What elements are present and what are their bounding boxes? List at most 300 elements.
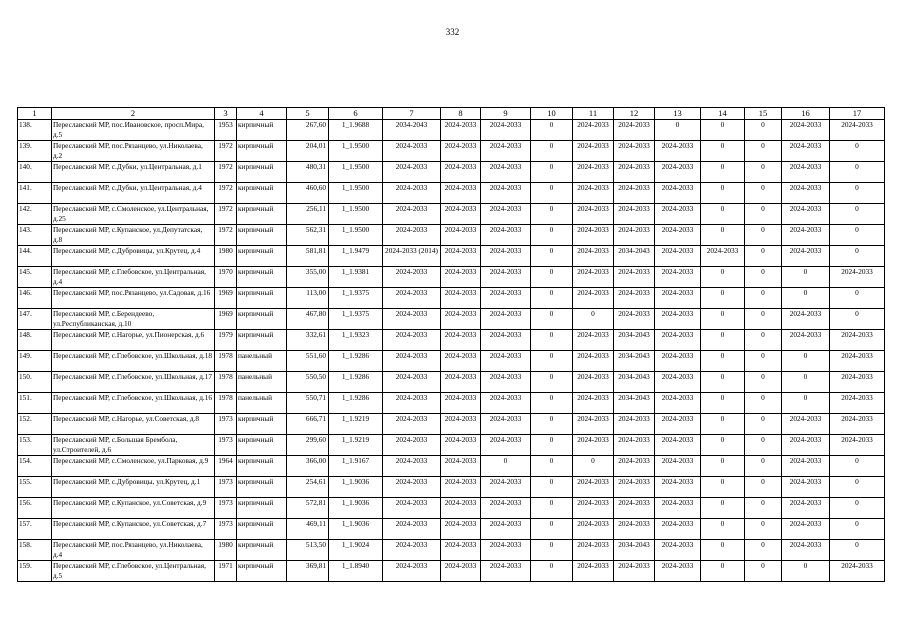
cell-17: 0 bbox=[830, 162, 885, 183]
cell-17: 0 bbox=[830, 204, 885, 225]
cell-12: 2024-2033 bbox=[614, 519, 655, 540]
cell-17: 2024-2033 bbox=[830, 120, 885, 141]
cell-7: 2024-2033 bbox=[383, 225, 441, 246]
column-header: 9 bbox=[481, 108, 531, 120]
cell-10: 0 bbox=[531, 414, 573, 435]
cell-16: 2024-2033 bbox=[782, 162, 830, 183]
cell-7: 2024-2033 bbox=[383, 456, 441, 477]
index-cell: 1_1.9323 bbox=[329, 330, 383, 351]
year-cell: 1969 bbox=[215, 288, 237, 309]
cell-9: 2024-2033 bbox=[481, 351, 531, 372]
column-header: 7 bbox=[383, 108, 441, 120]
cell-10: 0 bbox=[531, 288, 573, 309]
cell-15: 0 bbox=[745, 330, 782, 351]
column-header: 11 bbox=[573, 108, 614, 120]
cell-16: 0 bbox=[782, 351, 830, 372]
cell-11: 2024-2033 bbox=[573, 162, 614, 183]
row-number: 157. bbox=[18, 519, 52, 540]
address-cell: Переславский МР, с.Дубровицы, ул.Крутец, д.1 bbox=[52, 477, 215, 498]
cell-14: 0 bbox=[701, 540, 745, 561]
area-cell: 267,60 bbox=[287, 120, 329, 141]
cell-12: 2024-2033 bbox=[614, 414, 655, 435]
housing-table bbox=[17, 107, 885, 582]
address-cell: Переславский МР, с.Глебовское, ул.Школьная, д.16 bbox=[52, 393, 215, 414]
table-row bbox=[18, 204, 885, 225]
cell-8: 2024-2033 bbox=[441, 351, 481, 372]
index-cell: 1_1.9500 bbox=[329, 162, 383, 183]
cell-11: 2024-2033 bbox=[573, 498, 614, 519]
cell-15: 0 bbox=[745, 477, 782, 498]
table-row bbox=[18, 225, 885, 246]
cell-15: 0 bbox=[745, 435, 782, 456]
cell-7: 2024-2033 bbox=[383, 288, 441, 309]
cell-14: 0 bbox=[701, 372, 745, 393]
index-cell: 1_1.8940 bbox=[329, 561, 383, 582]
cell-17: 2024-2033 bbox=[830, 435, 885, 456]
cell-16: 2024-2033 bbox=[782, 330, 830, 351]
area-cell: 460,60 bbox=[287, 183, 329, 204]
row-number: 156. bbox=[18, 498, 52, 519]
year-cell: 1973 bbox=[215, 519, 237, 540]
table-row bbox=[18, 498, 885, 519]
table-row bbox=[18, 561, 885, 582]
table-row bbox=[18, 372, 885, 393]
cell-12: 2024-2033 bbox=[614, 477, 655, 498]
cell-16: 2024-2033 bbox=[782, 435, 830, 456]
cell-11: 2024-2033 bbox=[573, 372, 614, 393]
cell-13: 2024-2033 bbox=[655, 477, 701, 498]
table-row bbox=[18, 162, 885, 183]
area-cell: 369,81 bbox=[287, 561, 329, 582]
cell-15: 0 bbox=[745, 141, 782, 162]
cell-16: 0 bbox=[782, 561, 830, 582]
cell-17: 2024-2033 bbox=[830, 393, 885, 414]
row-number: 153. bbox=[18, 435, 52, 456]
area-cell: 467,80 bbox=[287, 309, 329, 330]
cell-7: 2024-2033 bbox=[383, 477, 441, 498]
cell-7: 2024-2033 bbox=[383, 162, 441, 183]
area-cell: 666,71 bbox=[287, 414, 329, 435]
cell-9: 2024-2033 bbox=[481, 246, 531, 267]
cell-16: 2024-2033 bbox=[782, 309, 830, 330]
cell-13: 2024-2033 bbox=[655, 519, 701, 540]
cell-11: 2024-2033 bbox=[573, 561, 614, 582]
area-cell: 204,01 bbox=[287, 141, 329, 162]
area-cell: 113,00 bbox=[287, 288, 329, 309]
cell-8: 2024-2033 bbox=[441, 414, 481, 435]
cell-7: 2024-2033 bbox=[383, 267, 441, 288]
table-row bbox=[18, 141, 885, 162]
cell-12: 2024-2033 bbox=[614, 183, 655, 204]
cell-8: 2024-2033 bbox=[441, 498, 481, 519]
cell-13: 2024-2033 bbox=[655, 330, 701, 351]
row-number: 149. bbox=[18, 351, 52, 372]
cell-9: 2024-2033 bbox=[481, 414, 531, 435]
address-cell: Переславский МР, с.Дубровицы, ул.Крутец, д.4 bbox=[52, 246, 215, 267]
cell-16: 0 bbox=[782, 393, 830, 414]
cell-10: 0 bbox=[531, 183, 573, 204]
row-number: 148. bbox=[18, 330, 52, 351]
cell-8: 2024-2033 bbox=[441, 141, 481, 162]
material-cell: кирпичный bbox=[237, 309, 287, 330]
index-cell: 1_1.9500 bbox=[329, 141, 383, 162]
index-cell: 1_1.9036 bbox=[329, 519, 383, 540]
cell-10: 0 bbox=[531, 330, 573, 351]
table-row bbox=[18, 393, 885, 414]
area-cell: 299,60 bbox=[287, 435, 329, 456]
row-number: 146. bbox=[18, 288, 52, 309]
column-header: 3 bbox=[215, 108, 237, 120]
cell-11: 2024-2033 bbox=[573, 288, 614, 309]
row-number: 143. bbox=[18, 225, 52, 246]
row-number: 159. bbox=[18, 561, 52, 582]
address-cell: Переславский МР, с.Берендеево, ул.Республиканская, д.10 bbox=[52, 309, 215, 330]
cell-15: 0 bbox=[745, 288, 782, 309]
area-cell: 513,50 bbox=[287, 540, 329, 561]
cell-15: 0 bbox=[745, 456, 782, 477]
area-cell: 332,61 bbox=[287, 330, 329, 351]
cell-14: 0 bbox=[701, 351, 745, 372]
table-row bbox=[18, 351, 885, 372]
year-cell: 1973 bbox=[215, 435, 237, 456]
cell-13: 2024-2033 bbox=[655, 225, 701, 246]
address-cell: Переславский МР, с.Купанское, ул.Советская, д.9 bbox=[52, 498, 215, 519]
year-cell: 1972 bbox=[215, 183, 237, 204]
cell-11: 2024-2033 bbox=[573, 435, 614, 456]
index-cell: 1_1.9500 bbox=[329, 183, 383, 204]
cell-7: 2024-2033 (2014) bbox=[383, 246, 441, 267]
address-cell: Переславский МР, пос.Рязанцево, ул.Николаева, д.2 bbox=[52, 141, 215, 162]
cell-8: 2024-2033 bbox=[441, 435, 481, 456]
area-cell: 572,81 bbox=[287, 498, 329, 519]
cell-14: 0 bbox=[701, 519, 745, 540]
cell-11: 2024-2033 bbox=[573, 540, 614, 561]
column-header: 1 bbox=[18, 108, 52, 120]
cell-10: 0 bbox=[531, 141, 573, 162]
cell-10: 0 bbox=[531, 225, 573, 246]
area-cell: 355,00 bbox=[287, 267, 329, 288]
cell-10: 0 bbox=[531, 477, 573, 498]
cell-10: 0 bbox=[531, 519, 573, 540]
cell-16: 2024-2033 bbox=[782, 540, 830, 561]
cell-7: 2024-2033 bbox=[383, 540, 441, 561]
cell-13: 2024-2033 bbox=[655, 498, 701, 519]
cell-8: 2024-2033 bbox=[441, 456, 481, 477]
cell-14: 0 bbox=[701, 204, 745, 225]
index-cell: 1_1.9688 bbox=[329, 120, 383, 141]
cell-14: 0 bbox=[701, 456, 745, 477]
cell-12: 2024-2033 bbox=[614, 204, 655, 225]
row-number: 144. bbox=[18, 246, 52, 267]
cell-9: 2024-2033 bbox=[481, 120, 531, 141]
cell-13: 0 bbox=[655, 120, 701, 141]
cell-13: 2024-2033 bbox=[655, 309, 701, 330]
year-cell: 1978 bbox=[215, 351, 237, 372]
cell-8: 2024-2033 bbox=[441, 372, 481, 393]
cell-17: 0 bbox=[830, 309, 885, 330]
cell-9: 2024-2033 bbox=[481, 225, 531, 246]
cell-13: 2024-2033 bbox=[655, 288, 701, 309]
cell-13: 2024-2033 bbox=[655, 456, 701, 477]
index-cell: 1_1.9036 bbox=[329, 477, 383, 498]
column-header: 12 bbox=[614, 108, 655, 120]
address-cell: Переславский МР, пос.Рязанцево, ул.Николаева, д.4 bbox=[52, 540, 215, 561]
material-cell: кирпичный bbox=[237, 183, 287, 204]
year-cell: 1969 bbox=[215, 309, 237, 330]
cell-11: 2024-2033 bbox=[573, 204, 614, 225]
cell-7: 2024-2033 bbox=[383, 183, 441, 204]
cell-16: 2024-2033 bbox=[782, 225, 830, 246]
column-header: 13 bbox=[655, 108, 701, 120]
cell-14: 0 bbox=[701, 162, 745, 183]
cell-15: 0 bbox=[745, 204, 782, 225]
column-header: 4 bbox=[237, 108, 287, 120]
cell-13: 2024-2033 bbox=[655, 162, 701, 183]
cell-14: 0 bbox=[701, 498, 745, 519]
cell-8: 2024-2033 bbox=[441, 540, 481, 561]
cell-16: 2024-2033 bbox=[782, 204, 830, 225]
cell-8: 2024-2033 bbox=[441, 561, 481, 582]
cell-12: 2024-2033 bbox=[614, 141, 655, 162]
cell-16: 2024-2033 bbox=[782, 246, 830, 267]
address-cell: Переславский МР, с.Купанское, ул.Депутатская, д.8 bbox=[52, 225, 215, 246]
cell-15: 0 bbox=[745, 498, 782, 519]
cell-12: 2034-2043 bbox=[614, 330, 655, 351]
year-cell: 1978 bbox=[215, 393, 237, 414]
cell-12: 2024-2033 bbox=[614, 456, 655, 477]
cell-13: 2024-2033 bbox=[655, 246, 701, 267]
address-cell: Переславский МР, пос.Ивановское, просп.Мира, д.5 bbox=[52, 120, 215, 141]
cell-12: 2024-2033 bbox=[614, 162, 655, 183]
cell-12: 2034-2043 bbox=[614, 540, 655, 561]
cell-16: 0 bbox=[782, 267, 830, 288]
cell-11: 2024-2033 bbox=[573, 246, 614, 267]
address-cell: Переславский МР, с.Смоленское, ул.Парковая, д.9 bbox=[52, 456, 215, 477]
material-cell: кирпичный bbox=[237, 540, 287, 561]
year-cell: 1970 bbox=[215, 267, 237, 288]
cell-8: 2024-2033 bbox=[441, 183, 481, 204]
cell-10: 0 bbox=[531, 267, 573, 288]
cell-11: 0 bbox=[573, 309, 614, 330]
cell-10: 0 bbox=[531, 309, 573, 330]
cell-10: 0 bbox=[531, 351, 573, 372]
cell-7: 2024-2033 bbox=[383, 498, 441, 519]
cell-10: 0 bbox=[531, 204, 573, 225]
cell-12: 2034-2043 bbox=[614, 372, 655, 393]
address-cell: Переславский МР, с.Нагорье, ул.Советская, д.8 bbox=[52, 414, 215, 435]
cell-12: 2024-2033 bbox=[614, 120, 655, 141]
cell-9: 2024-2033 bbox=[481, 519, 531, 540]
cell-15: 0 bbox=[745, 309, 782, 330]
cell-8: 2024-2033 bbox=[441, 162, 481, 183]
cell-12: 2024-2033 bbox=[614, 225, 655, 246]
cell-16: 0 bbox=[782, 372, 830, 393]
cell-16: 2024-2033 bbox=[782, 477, 830, 498]
cell-14: 0 bbox=[701, 183, 745, 204]
cell-17: 0 bbox=[830, 498, 885, 519]
cell-8: 2024-2033 bbox=[441, 288, 481, 309]
index-cell: 1_1.9500 bbox=[329, 225, 383, 246]
cell-14: 0 bbox=[701, 435, 745, 456]
cell-7: 2024-2033 bbox=[383, 204, 441, 225]
index-cell: 1_1.9381 bbox=[329, 267, 383, 288]
year-cell: 1971 bbox=[215, 561, 237, 582]
column-header: 14 bbox=[701, 108, 745, 120]
material-cell: кирпичный bbox=[237, 120, 287, 141]
address-cell: Переславский МР, с.Смоленское, ул.Центральная, д.25 bbox=[52, 204, 215, 225]
cell-14: 0 bbox=[701, 225, 745, 246]
cell-9: 2024-2033 bbox=[481, 162, 531, 183]
cell-12: 2024-2033 bbox=[614, 561, 655, 582]
year-cell: 1972 bbox=[215, 141, 237, 162]
address-cell: Переславский МР, с.Дубки, ул.Центральная, д.4 bbox=[52, 183, 215, 204]
cell-10: 0 bbox=[531, 435, 573, 456]
cell-9: 2024-2033 bbox=[481, 141, 531, 162]
year-cell: 1973 bbox=[215, 477, 237, 498]
material-cell: кирпичный bbox=[237, 519, 287, 540]
year-cell: 1979 bbox=[215, 330, 237, 351]
cell-17: 0 bbox=[830, 519, 885, 540]
cell-9: 2024-2033 bbox=[481, 267, 531, 288]
index-cell: 1_1.9024 bbox=[329, 540, 383, 561]
cell-17: 0 bbox=[830, 183, 885, 204]
cell-7: 2034-2043 bbox=[383, 120, 441, 141]
cell-8: 2024-2033 bbox=[441, 309, 481, 330]
cell-15: 0 bbox=[745, 414, 782, 435]
table-row bbox=[18, 456, 885, 477]
table-row bbox=[18, 540, 885, 561]
column-header: 6 bbox=[329, 108, 383, 120]
cell-10: 0 bbox=[531, 561, 573, 582]
table-row bbox=[18, 519, 885, 540]
index-cell: 1_1.9286 bbox=[329, 372, 383, 393]
cell-17: 0 bbox=[830, 456, 885, 477]
cell-14: 0 bbox=[701, 309, 745, 330]
cell-15: 0 bbox=[745, 225, 782, 246]
cell-15: 0 bbox=[745, 246, 782, 267]
material-cell: панельный bbox=[237, 351, 287, 372]
material-cell: кирпичный bbox=[237, 414, 287, 435]
cell-7: 2024-2033 bbox=[383, 330, 441, 351]
cell-12: 2034-2043 bbox=[614, 351, 655, 372]
cell-10: 0 bbox=[531, 120, 573, 141]
cell-16: 2024-2033 bbox=[782, 498, 830, 519]
address-cell: Переславский МР, с.Купанское, ул.Советская, д.7 bbox=[52, 519, 215, 540]
row-number: 139. bbox=[18, 141, 52, 162]
table-row bbox=[18, 288, 885, 309]
year-cell: 1964 bbox=[215, 456, 237, 477]
cell-11: 2024-2033 bbox=[573, 267, 614, 288]
cell-14: 2024-2033 bbox=[701, 246, 745, 267]
cell-9: 2024-2033 bbox=[481, 204, 531, 225]
cell-13: 2024-2033 bbox=[655, 351, 701, 372]
material-cell: кирпичный bbox=[237, 204, 287, 225]
cell-8: 2024-2033 bbox=[441, 120, 481, 141]
cell-9: 2024-2033 bbox=[481, 561, 531, 582]
row-number: 158. bbox=[18, 540, 52, 561]
cell-8: 2024-2033 bbox=[441, 330, 481, 351]
column-header: 17 bbox=[830, 108, 885, 120]
cell-9: 2024-2033 bbox=[481, 498, 531, 519]
area-cell: 480,31 bbox=[287, 162, 329, 183]
cell-17: 2024-2033 bbox=[830, 267, 885, 288]
cell-11: 2024-2033 bbox=[573, 414, 614, 435]
area-cell: 366,00 bbox=[287, 456, 329, 477]
table-row bbox=[18, 267, 885, 288]
cell-17: 2024-2033 bbox=[830, 351, 885, 372]
cell-9: 2024-2033 bbox=[481, 435, 531, 456]
cell-8: 2024-2033 bbox=[441, 519, 481, 540]
column-header: 8 bbox=[441, 108, 481, 120]
table-header-row bbox=[18, 108, 885, 120]
material-cell: кирпичный bbox=[237, 267, 287, 288]
cell-9: 0 bbox=[481, 456, 531, 477]
year-cell: 1980 bbox=[215, 540, 237, 561]
row-number: 138. bbox=[18, 120, 52, 141]
cell-11: 2024-2033 bbox=[573, 225, 614, 246]
cell-17: 2024-2033 bbox=[830, 372, 885, 393]
year-cell: 1953 bbox=[215, 120, 237, 141]
material-cell: кирпичный bbox=[237, 561, 287, 582]
material-cell: панельный bbox=[237, 393, 287, 414]
table-row bbox=[18, 309, 885, 330]
cell-13: 2024-2033 bbox=[655, 540, 701, 561]
area-cell: 256,11 bbox=[287, 204, 329, 225]
year-cell: 1978 bbox=[215, 372, 237, 393]
cell-12: 2024-2033 bbox=[614, 498, 655, 519]
cell-16: 2024-2033 bbox=[782, 414, 830, 435]
row-number: 151. bbox=[18, 393, 52, 414]
row-number: 140. bbox=[18, 162, 52, 183]
cell-12: 2024-2033 bbox=[614, 435, 655, 456]
address-cell: Переславский МР, с.Глебовское, ул.Центральная, д.4 bbox=[52, 267, 215, 288]
cell-9: 2024-2033 bbox=[481, 393, 531, 414]
page-number: 332 bbox=[445, 27, 460, 37]
cell-17: 0 bbox=[830, 225, 885, 246]
material-cell: кирпичный bbox=[237, 498, 287, 519]
cell-11: 2024-2033 bbox=[573, 330, 614, 351]
cell-16: 2024-2033 bbox=[782, 183, 830, 204]
year-cell: 1972 bbox=[215, 225, 237, 246]
address-cell: Переславский МР, с.Глебовское, ул.Школьная, д.18 bbox=[52, 351, 215, 372]
cell-15: 0 bbox=[745, 519, 782, 540]
area-cell: 551,60 bbox=[287, 351, 329, 372]
cell-7: 2024-2033 bbox=[383, 372, 441, 393]
index-cell: 1_1.9167 bbox=[329, 456, 383, 477]
cell-10: 0 bbox=[531, 456, 573, 477]
cell-17: 0 bbox=[830, 288, 885, 309]
year-cell: 1980 bbox=[215, 246, 237, 267]
row-number: 150. bbox=[18, 372, 52, 393]
material-cell: кирпичный bbox=[237, 435, 287, 456]
index-cell: 1_1.9286 bbox=[329, 393, 383, 414]
cell-16: 2024-2033 bbox=[782, 120, 830, 141]
cell-11: 2024-2033 bbox=[573, 393, 614, 414]
column-header: 2 bbox=[52, 108, 215, 120]
cell-17: 0 bbox=[830, 246, 885, 267]
cell-10: 0 bbox=[531, 372, 573, 393]
cell-11: 2024-2033 bbox=[573, 141, 614, 162]
row-number: 142. bbox=[18, 204, 52, 225]
cell-11: 2024-2033 bbox=[573, 351, 614, 372]
cell-7: 2024-2033 bbox=[383, 414, 441, 435]
column-header: 5 bbox=[287, 108, 329, 120]
cell-15: 0 bbox=[745, 351, 782, 372]
table-row bbox=[18, 435, 885, 456]
cell-14: 0 bbox=[701, 330, 745, 351]
index-cell: 1_1.9219 bbox=[329, 435, 383, 456]
material-cell: панельный bbox=[237, 372, 287, 393]
